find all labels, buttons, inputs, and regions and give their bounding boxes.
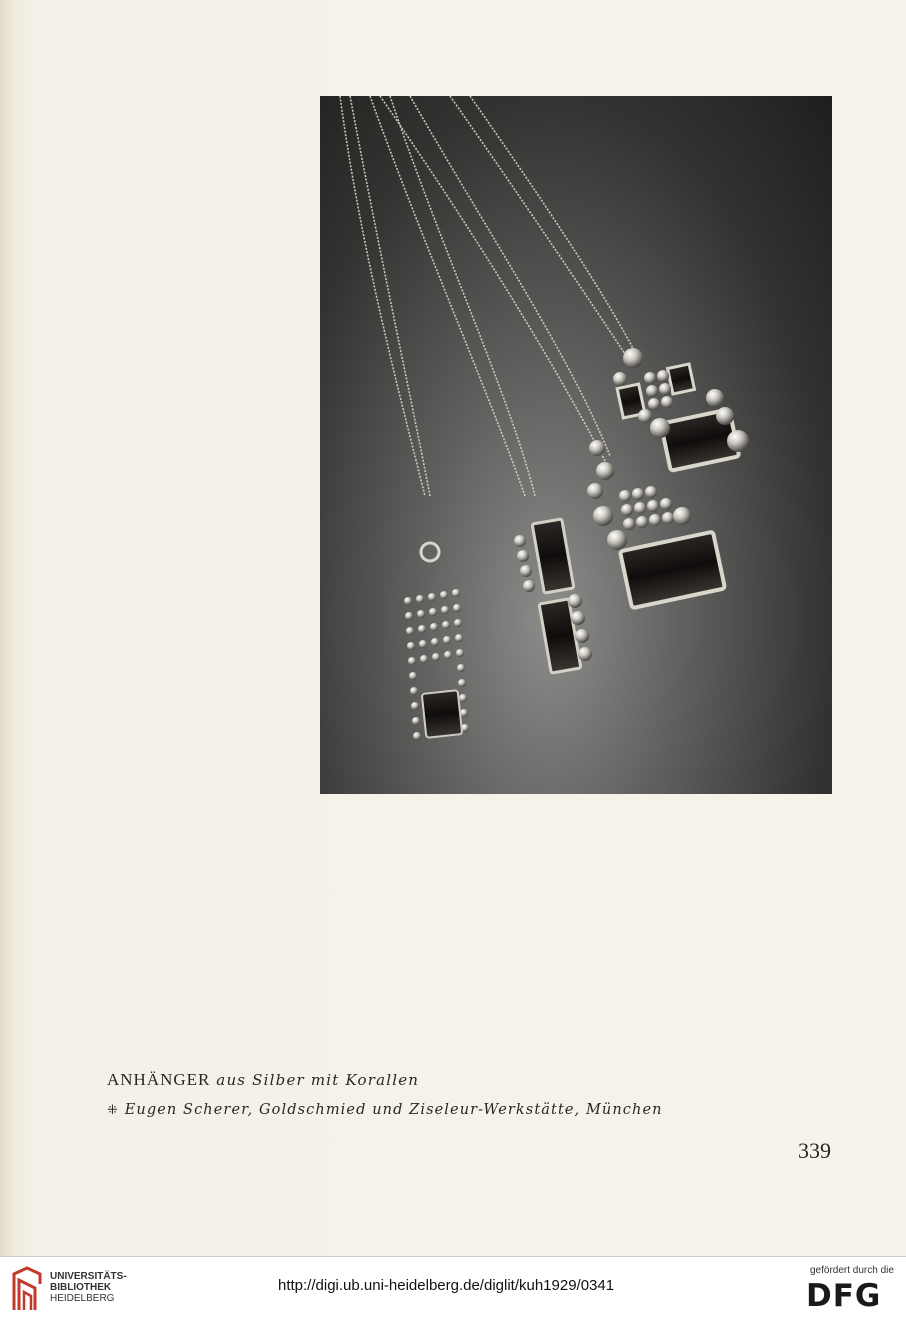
university-library-logo-icon: [10, 1264, 44, 1314]
caption-title-line: [107, 1068, 707, 1092]
digitization-footer: [0, 1256, 906, 1321]
library-name: [50, 1271, 127, 1304]
pendant-beaded-column: [404, 543, 469, 740]
funded-by-label: gefördert durch die: [810, 1265, 894, 1276]
caption-subtitle: aus Silber mit Korallen: [216, 1071, 420, 1089]
page-number: 339: [798, 1138, 831, 1163]
caption-title: ANHÄNGER: [107, 1070, 211, 1089]
library-line-2: BIBLIOTHEK: [50, 1282, 112, 1293]
library-line-1: UNIVERSITÄTS-: [50, 1271, 127, 1282]
pendant-double-bar: [514, 519, 592, 673]
pendants-illustration: [320, 96, 832, 794]
dfg-logo: DFG: [806, 1278, 882, 1314]
caption: [107, 1068, 707, 1123]
digitization-url-link[interactable]: http://digi.ub.uni-heidelberg.de/diglit/kuh1929/0341: [278, 1277, 615, 1294]
jewelry-photograph: [320, 96, 832, 794]
pendant-cross-block: [613, 348, 749, 471]
page-gutter-shadow: [0, 0, 14, 1256]
star-symbol: ⁜: [107, 1103, 119, 1118]
library-line-3: HEIDELBERG: [50, 1293, 115, 1304]
caption-credit: Eugen Scherer, Goldschmied und Ziseleur-Werkstätte, München: [124, 1102, 663, 1118]
caption-credit-line: [107, 1098, 707, 1123]
